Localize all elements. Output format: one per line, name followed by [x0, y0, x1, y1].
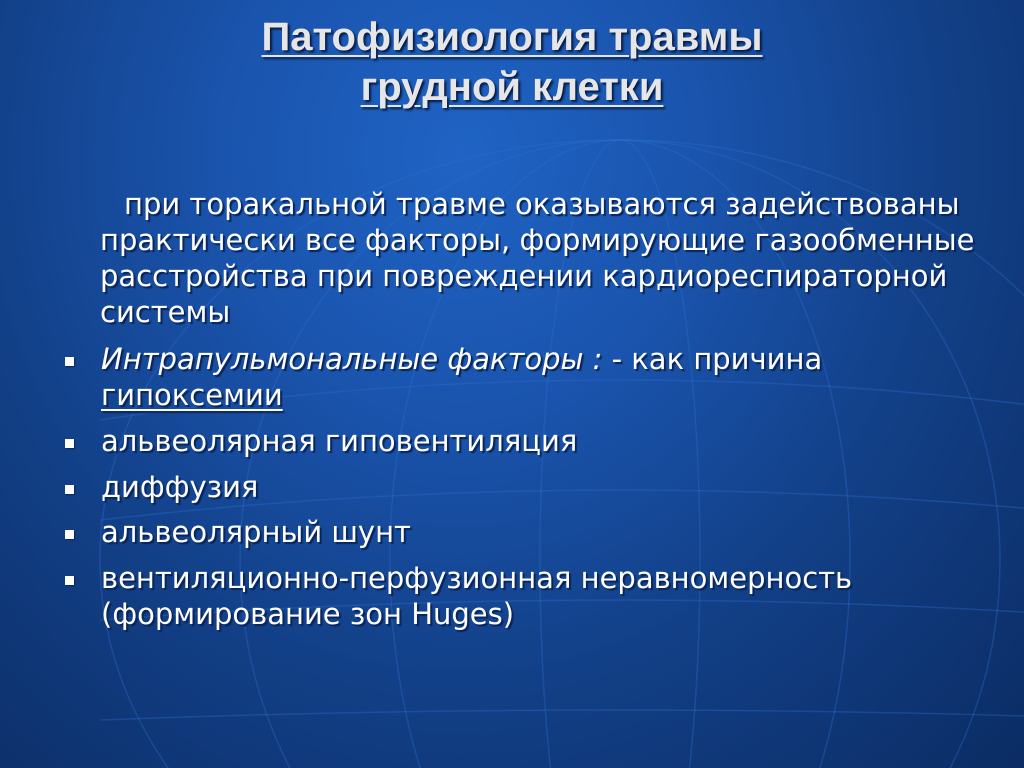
square-bullet-icon	[65, 530, 74, 539]
square-bullet-icon	[65, 439, 74, 448]
bullet-italic-text: Интрапульмональные факторы :	[101, 342, 603, 376]
bullet-text: диффузия	[101, 470, 259, 504]
bullet-underlined-text: гипоксемии	[101, 378, 283, 412]
square-bullet-icon	[65, 576, 74, 585]
title-line-2: грудной клетки	[360, 65, 664, 109]
square-bullet-icon	[65, 357, 74, 366]
bullet-text: альвеолярная гиповентиляция	[101, 424, 578, 458]
intro-paragraph	[100, 186, 980, 330]
bullet-text: вентиляционно-перфузионная неравномерность (формирование зон Huges)	[101, 561, 853, 631]
square-bullet-icon	[65, 485, 74, 494]
intro-text: при торакальной травме оказываются задействованы практически все факторы, формирующие газообменные расстройства при повреждении кардиореспираторной системы	[100, 187, 975, 329]
bullet-text: альвеолярный шунт	[101, 515, 411, 549]
bullet-text: - как причина	[602, 342, 823, 376]
title-line-1: Патофизиология травмы	[261, 15, 763, 59]
